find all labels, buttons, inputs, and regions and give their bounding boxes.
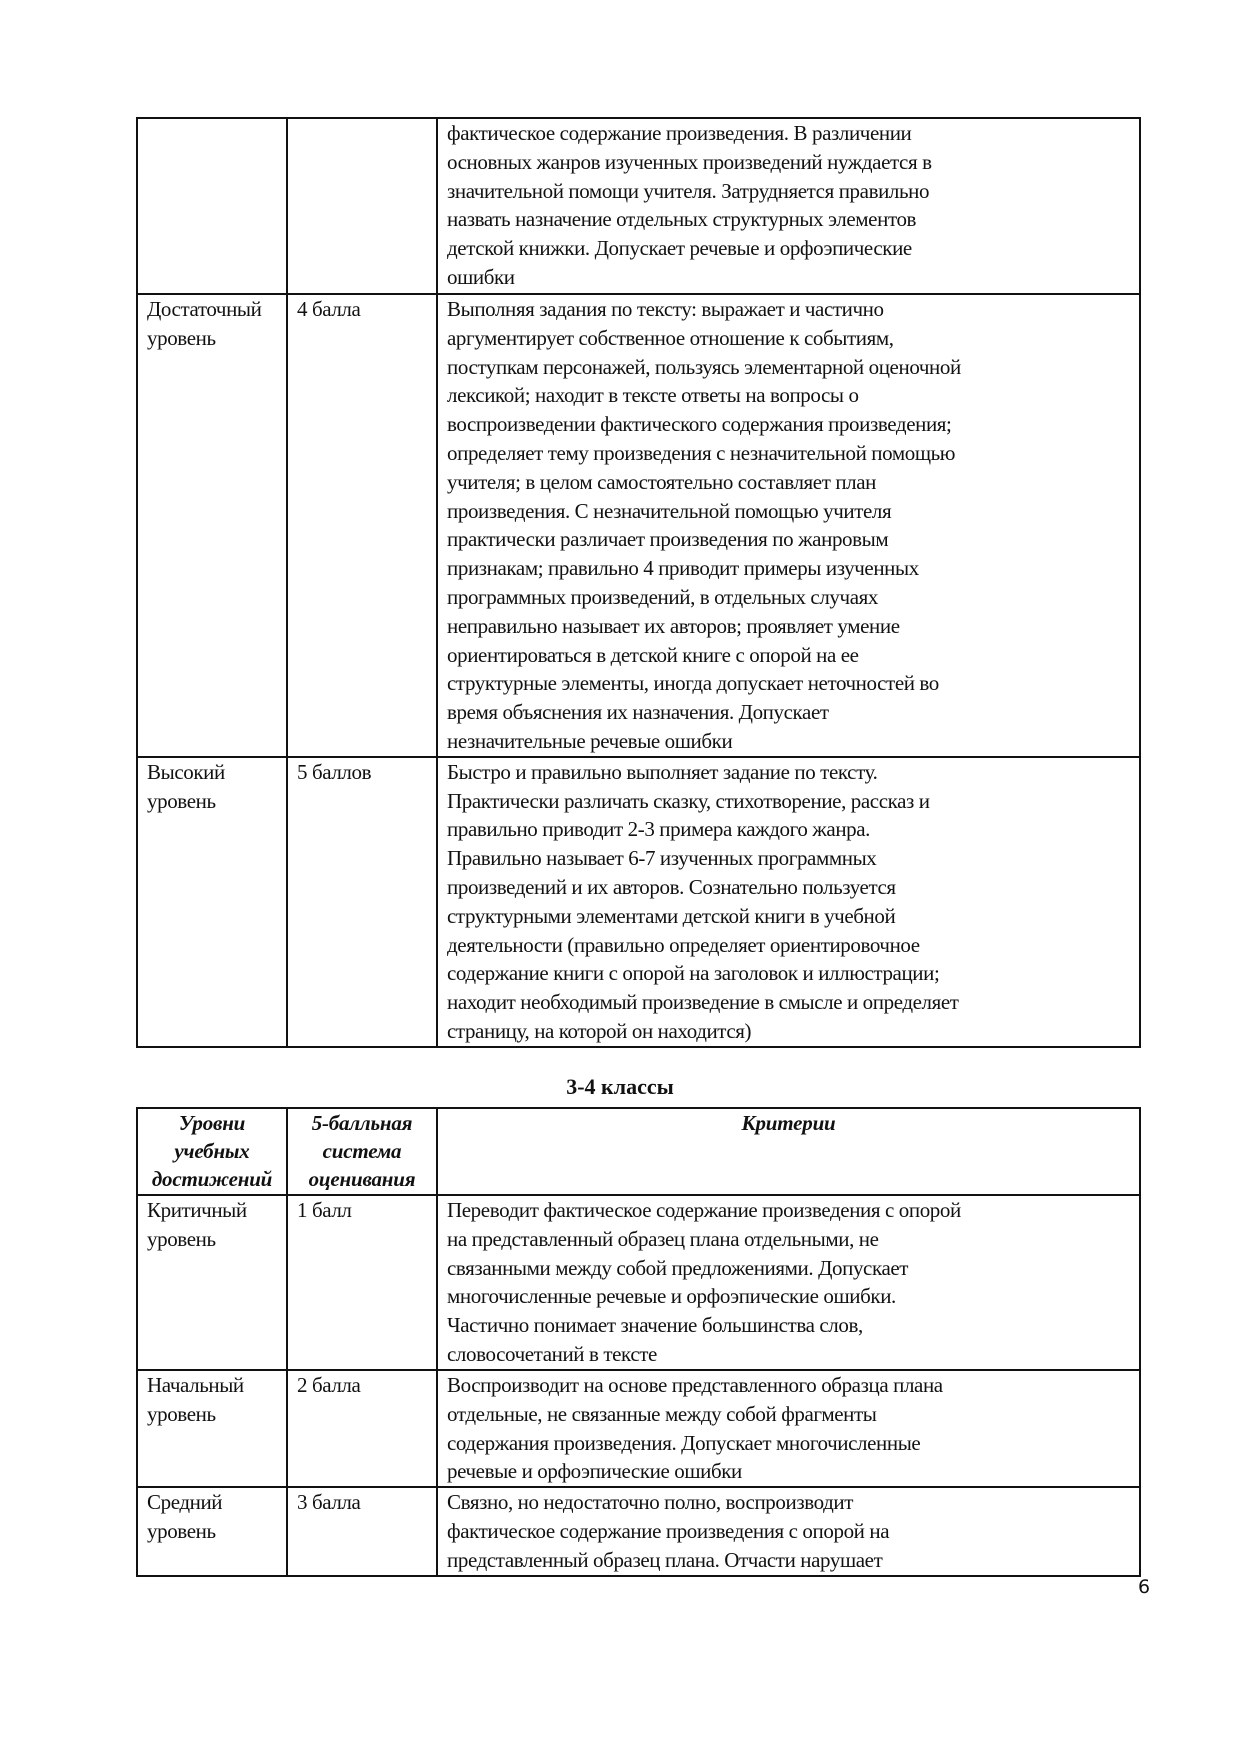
text-line: уровень bbox=[147, 1401, 216, 1426]
text-line: находит необходимый произведение в смысле и определяет bbox=[447, 990, 959, 1015]
text-line: достижений bbox=[151, 1167, 273, 1191]
text-line: аргументирует собственное отношение к событиям, bbox=[447, 325, 894, 350]
text-line: значительной помощи учителя. Затрудняется правильно bbox=[447, 178, 930, 203]
text-line: время объяснения их назначения. Допускает bbox=[447, 700, 829, 725]
text-line: содержание книги с опорой на заголовок и иллюстрации; bbox=[447, 961, 940, 986]
text-line: ошибки bbox=[447, 264, 515, 289]
text-line: воспроизведении фактического содержания произведения; bbox=[447, 412, 952, 437]
text-line: словосочетаний в тексте bbox=[447, 1341, 657, 1366]
text-line: структурными элементами детской книги в учебной bbox=[447, 903, 896, 928]
section-title: 3-4 классы bbox=[566, 1074, 674, 1099]
level-cell bbox=[137, 1487, 287, 1575]
criteria-cell bbox=[437, 294, 1140, 757]
text-line: определяет тему произведения с незначительной помощью bbox=[447, 440, 956, 465]
text-line: Связно, но недостаточно полно, воспроизводит bbox=[447, 1490, 853, 1515]
text-line: Критерии bbox=[741, 1111, 836, 1135]
text-line: Воспроизводит на основе представленного образца плана bbox=[447, 1373, 943, 1397]
level-cell bbox=[137, 118, 287, 294]
text-line: учебных bbox=[174, 1139, 250, 1163]
header-criteria bbox=[437, 1108, 1140, 1195]
text-line: Критичный bbox=[147, 1198, 247, 1222]
text-line: программных произведений, в отдельных случаях bbox=[447, 584, 878, 609]
text-line: Выполняя задания по тексту: выражает и частично bbox=[447, 297, 884, 321]
text-line: 4 балла bbox=[297, 297, 361, 321]
text-line: учителя; в целом самостоятельно составляет план bbox=[447, 469, 877, 494]
text-line: на представленный образец плана отдельными, не bbox=[447, 1226, 879, 1251]
text-line: уровень bbox=[147, 325, 216, 350]
text-line: уровень bbox=[147, 788, 216, 813]
text-line: деятельности (правильно определяет ориентировочное bbox=[447, 932, 920, 957]
level-cell bbox=[137, 757, 287, 1047]
text-line: признакам; правильно 4 приводит примеры изученных bbox=[447, 556, 919, 581]
page-number: 6 bbox=[1138, 1576, 1151, 1598]
text-line: правильно приводит 2-3 примера каждого жанра. bbox=[447, 817, 871, 842]
text-line: поступкам персонажей, пользуясь элементарной оценочной bbox=[447, 354, 961, 379]
text-line: уровень bbox=[147, 1518, 216, 1543]
text-line: фактическое содержание произведения. В различении bbox=[447, 121, 912, 145]
table-row bbox=[137, 1195, 1140, 1370]
text-line: речевые и орфоэпические ошибки bbox=[447, 1459, 742, 1484]
text-line: оценивания bbox=[308, 1167, 416, 1191]
text-line: 1 балл bbox=[297, 1198, 352, 1222]
text-line: неправильно называет их авторов; проявляет умение bbox=[447, 613, 900, 638]
score-cell bbox=[287, 1487, 437, 1575]
text-line: незначительные речевые ошибки bbox=[447, 728, 733, 753]
text-line: Практически различать сказку, стихотворение, рассказ и bbox=[447, 788, 930, 813]
table-row bbox=[137, 1487, 1140, 1575]
text-line: назвать назначение отдельных структурных элементов bbox=[447, 207, 917, 232]
text-line: Начальный bbox=[147, 1373, 244, 1397]
text-line: Высокий bbox=[147, 759, 225, 784]
text-line: система bbox=[322, 1139, 402, 1163]
text-line: Переводит фактическое содержание произведения с опорой bbox=[447, 1198, 961, 1222]
criteria-cell bbox=[437, 1370, 1140, 1487]
grading-table-grades-3-4 bbox=[136, 1107, 1141, 1577]
text-line: практически различает произведения по жанровым bbox=[447, 527, 889, 552]
text-line: страницу, на которой он находится) bbox=[447, 1018, 752, 1043]
score-cell bbox=[287, 294, 437, 757]
text-line: 3 балла bbox=[297, 1490, 361, 1515]
text-line: отдельные, не связанные между собой фрагменты bbox=[447, 1401, 877, 1426]
level-cell bbox=[137, 1195, 287, 1370]
text-line: Правильно называет 6-7 изученных программных bbox=[447, 846, 877, 871]
text-line: Частично понимает значение большинства слов, bbox=[447, 1313, 863, 1338]
text-line: ориентироваться в детской книге с опорой на ее bbox=[447, 642, 859, 667]
table-row bbox=[137, 757, 1140, 1047]
text-line: лексикой; находит в тексте ответы на вопросы о bbox=[447, 383, 859, 408]
text-line: основных жанров изученных произведений нуждается в bbox=[447, 149, 932, 174]
text-line: Средний bbox=[147, 1490, 223, 1515]
text-line: детской книжки. Допускает речевые и орфоэпические bbox=[447, 236, 912, 261]
text-line: многочисленные речевые и орфоэпические ошибки. bbox=[447, 1284, 896, 1309]
score-cell bbox=[287, 757, 437, 1047]
criteria-cell bbox=[437, 1195, 1140, 1370]
text-line: произведения. С незначительной помощью учителя bbox=[447, 498, 892, 523]
text-line: Быстро и правильно выполняет задание по тексту. bbox=[447, 759, 878, 784]
text-line: структурные элементы, иногда допускает неточностей во bbox=[447, 671, 939, 696]
table-header-row bbox=[137, 1108, 1140, 1195]
score-cell bbox=[287, 118, 437, 294]
header-level bbox=[137, 1108, 287, 1195]
text-line: содержания произведения. Допускает многочисленные bbox=[447, 1430, 921, 1455]
score-cell bbox=[287, 1370, 437, 1487]
table-row bbox=[137, 1370, 1140, 1487]
table-row bbox=[137, 118, 1140, 294]
text-line: произведений и их авторов. Сознательно пользуется bbox=[447, 874, 896, 899]
criteria-cell bbox=[437, 1487, 1140, 1575]
text-line: уровень bbox=[147, 1226, 216, 1251]
text-line: связанными между собой предложениями. Допускает bbox=[447, 1255, 909, 1280]
text-line: представленный образец плана. Отчасти нарушает bbox=[447, 1547, 883, 1572]
grading-table-grades-1-2 bbox=[136, 117, 1141, 1048]
level-cell bbox=[137, 294, 287, 757]
text-line: фактическое содержание произведения с опорой на bbox=[447, 1518, 890, 1543]
criteria-cell bbox=[437, 118, 1140, 294]
text-line: Уровни bbox=[178, 1111, 246, 1135]
header-score bbox=[287, 1108, 437, 1195]
text-line: Достаточный bbox=[147, 297, 262, 321]
text-line: 5 баллов bbox=[297, 759, 372, 784]
criteria-cell bbox=[437, 757, 1140, 1047]
score-cell bbox=[287, 1195, 437, 1370]
text-line: 2 балла bbox=[297, 1373, 361, 1397]
table-row bbox=[137, 294, 1140, 757]
text-line: 5-балльная bbox=[311, 1111, 413, 1135]
level-cell bbox=[137, 1370, 287, 1487]
